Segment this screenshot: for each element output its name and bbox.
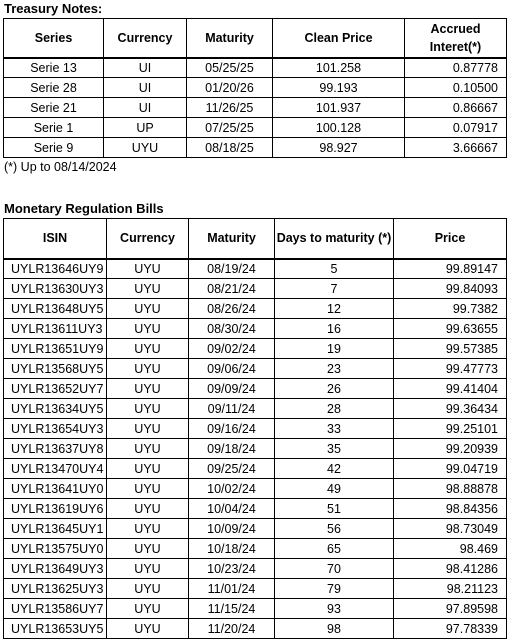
table-cell: UYU	[107, 519, 189, 539]
table-cell: 49	[275, 479, 394, 499]
table-cell: 3.66667	[405, 138, 507, 158]
table-row	[4, 459, 507, 479]
table-row	[4, 299, 507, 319]
table-header-row	[4, 219, 507, 259]
table-cell: 98	[275, 619, 394, 639]
table-cell: 09/02/24	[189, 339, 275, 359]
table-cell: 98.41286	[394, 559, 507, 579]
table-cell: 12	[275, 299, 394, 319]
table-row	[4, 98, 507, 118]
table-cell: UYU	[107, 379, 189, 399]
table-cell: 98.21123	[394, 579, 507, 599]
table-row	[4, 58, 507, 78]
table-cell: 09/25/24	[189, 459, 275, 479]
table-cell: UYLR13653UY5	[4, 619, 107, 639]
table-cell: 99.20939	[394, 439, 507, 459]
table-cell: Serie 9	[4, 138, 104, 158]
table-cell: UYU	[107, 299, 189, 319]
table-cell: UYU	[107, 259, 189, 279]
table-cell: 10/04/24	[189, 499, 275, 519]
table-cell: UYLR13611UY3	[4, 319, 107, 339]
table-cell: 0.10500	[405, 78, 507, 98]
table-cell: UYU	[107, 499, 189, 519]
table-cell: 28	[275, 399, 394, 419]
table-row	[4, 279, 507, 299]
table-cell: UYU	[107, 359, 189, 379]
table-cell: 0.87778	[405, 58, 507, 78]
table-cell: UYLR13625UY3	[4, 579, 107, 599]
monetary-regulation-bills-title: Monetary Regulation Bills	[4, 201, 164, 216]
table-cell: UYLR13634UY5	[4, 399, 107, 419]
table-cell: 0.86667	[405, 98, 507, 118]
table-row	[4, 379, 507, 399]
table-cell: 09/16/24	[189, 419, 275, 439]
table-cell: UYU	[107, 439, 189, 459]
table-cell: 10/02/24	[189, 479, 275, 499]
table-row	[4, 439, 507, 459]
table-cell: 7	[275, 279, 394, 299]
table-cell: UYLR13652UY7	[4, 379, 107, 399]
table-cell: 99.63655	[394, 319, 507, 339]
table-cell: 97.78339	[394, 619, 507, 639]
table-cell: UYLR13645UY1	[4, 519, 107, 539]
table-cell: 08/18/25	[187, 138, 273, 158]
table-cell: UYU	[107, 319, 189, 339]
table-row	[4, 78, 507, 98]
column-header: Days to maturity (*)	[275, 219, 394, 259]
table-cell: 99.89147	[394, 259, 507, 279]
table-cell: 11/15/24	[189, 599, 275, 619]
table-cell: Serie 28	[4, 78, 104, 98]
table-cell: UYU	[107, 479, 189, 499]
table-cell: 23	[275, 359, 394, 379]
table-cell: UYLR13575UY0	[4, 539, 107, 559]
table-cell: 11/20/24	[189, 619, 275, 639]
footnote: (*) Up to 08/14/2024	[4, 160, 117, 174]
table-cell: 70	[275, 559, 394, 579]
table-cell: UYLR13641UY0	[4, 479, 107, 499]
table-row	[4, 479, 507, 499]
table-cell: 09/11/24	[189, 399, 275, 419]
table-cell: 09/18/24	[189, 439, 275, 459]
table-cell: 09/09/24	[189, 379, 275, 399]
table-cell: 65	[275, 539, 394, 559]
table-cell: 08/30/24	[189, 319, 275, 339]
table-cell: Serie 21	[4, 98, 104, 118]
table-cell: 26	[275, 379, 394, 399]
table-cell: 99.193	[273, 78, 405, 98]
table-cell: Serie 13	[4, 58, 104, 78]
table-cell: 01/20/26	[187, 78, 273, 98]
monetary-regulation-bills-table	[3, 218, 507, 639]
table-cell: 16	[275, 319, 394, 339]
table-row	[4, 519, 507, 539]
table-cell: UI	[104, 98, 187, 118]
table-cell: UYU	[104, 138, 187, 158]
column-header: Currency	[107, 219, 189, 259]
table-cell: UYLR13630UY3	[4, 279, 107, 299]
table-cell: 33	[275, 419, 394, 439]
table-row	[4, 599, 507, 619]
table-cell: 09/06/24	[189, 359, 275, 379]
table-cell: 08/21/24	[189, 279, 275, 299]
table-row	[4, 499, 507, 519]
table-cell: 99.7382	[394, 299, 507, 319]
table-cell: 07/25/25	[187, 118, 273, 138]
table-cell: UYU	[107, 339, 189, 359]
column-header: Maturity	[187, 19, 273, 58]
column-header: Accrued Interet(*)	[405, 19, 507, 58]
table-cell: UYU	[107, 539, 189, 559]
table-row	[4, 559, 507, 579]
table-cell: 08/26/24	[189, 299, 275, 319]
table-cell: 05/25/25	[187, 58, 273, 78]
table-row	[4, 138, 507, 158]
table-cell: 97.89598	[394, 599, 507, 619]
table-cell: 99.84093	[394, 279, 507, 299]
table-cell: UYLR13646UY9	[4, 259, 107, 279]
table-cell: UI	[104, 78, 187, 98]
table-cell: 99.25101	[394, 419, 507, 439]
table-cell: UYLR13586UY7	[4, 599, 107, 619]
table-cell: UYU	[107, 619, 189, 639]
table-cell: 98.84356	[394, 499, 507, 519]
table-cell: 99.04719	[394, 459, 507, 479]
table-cell: UYU	[107, 419, 189, 439]
table-cell: 10/23/24	[189, 559, 275, 579]
table-cell: Serie 1	[4, 118, 104, 138]
table-cell: UP	[104, 118, 187, 138]
table-cell: UI	[104, 58, 187, 78]
table-cell: UYLR13649UY3	[4, 559, 107, 579]
column-header: Price	[394, 219, 507, 259]
table-cell: UYU	[107, 559, 189, 579]
table-cell: 101.258	[273, 58, 405, 78]
table-row	[4, 118, 507, 138]
table-row	[4, 579, 507, 599]
column-header: Clean Price	[273, 19, 405, 58]
table-cell: 99.41404	[394, 379, 507, 399]
table-cell: 42	[275, 459, 394, 479]
table-cell: 08/19/24	[189, 259, 275, 279]
table-row	[4, 359, 507, 379]
table-cell: 56	[275, 519, 394, 539]
table-cell: 35	[275, 439, 394, 459]
table-row	[4, 319, 507, 339]
table-cell: 0.07917	[405, 118, 507, 138]
table-cell: 10/18/24	[189, 539, 275, 559]
column-header: Series	[4, 19, 104, 58]
table-cell: UYU	[107, 459, 189, 479]
treasury-notes-title: Treasury Notes:	[4, 1, 103, 16]
table-cell: 11/01/24	[189, 579, 275, 599]
table-cell: 100.128	[273, 118, 405, 138]
table-cell: UYLR13651UY9	[4, 339, 107, 359]
table-cell: 10/09/24	[189, 519, 275, 539]
table-cell: 19	[275, 339, 394, 359]
table-cell: 99.47773	[394, 359, 507, 379]
table-cell: UYLR13470UY4	[4, 459, 107, 479]
table-cell: UYU	[107, 579, 189, 599]
table-cell: 99.36434	[394, 399, 507, 419]
table-row	[4, 399, 507, 419]
table-cell: 93	[275, 599, 394, 619]
table-row	[4, 619, 507, 639]
table-cell: 99.57385	[394, 339, 507, 359]
column-header: Maturity	[189, 219, 275, 259]
table-header-row	[4, 19, 507, 58]
table-cell: UYLR13654UY3	[4, 419, 107, 439]
column-header: ISIN	[4, 219, 107, 259]
table-cell: 51	[275, 499, 394, 519]
table-cell: 98.88878	[394, 479, 507, 499]
table-cell: 5	[275, 259, 394, 279]
table-cell: UYU	[107, 399, 189, 419]
table-row	[4, 539, 507, 559]
table-cell: UYLR13637UY8	[4, 439, 107, 459]
table-cell: UYLR13568UY5	[4, 359, 107, 379]
table-cell: UYLR13648UY5	[4, 299, 107, 319]
table-cell: UYLR13619UY6	[4, 499, 107, 519]
table-cell: UYU	[107, 279, 189, 299]
table-cell: 101.937	[273, 98, 405, 118]
table-cell: 98.73049	[394, 519, 507, 539]
treasury-notes-table	[3, 18, 507, 158]
table-cell: 98.469	[394, 539, 507, 559]
table-cell: UYU	[107, 599, 189, 619]
table-cell: 98.927	[273, 138, 405, 158]
table-row	[4, 259, 507, 279]
table-row	[4, 419, 507, 439]
table-row	[4, 339, 507, 359]
table-cell: 11/26/25	[187, 98, 273, 118]
column-header: Currency	[104, 19, 187, 58]
table-cell: 79	[275, 579, 394, 599]
